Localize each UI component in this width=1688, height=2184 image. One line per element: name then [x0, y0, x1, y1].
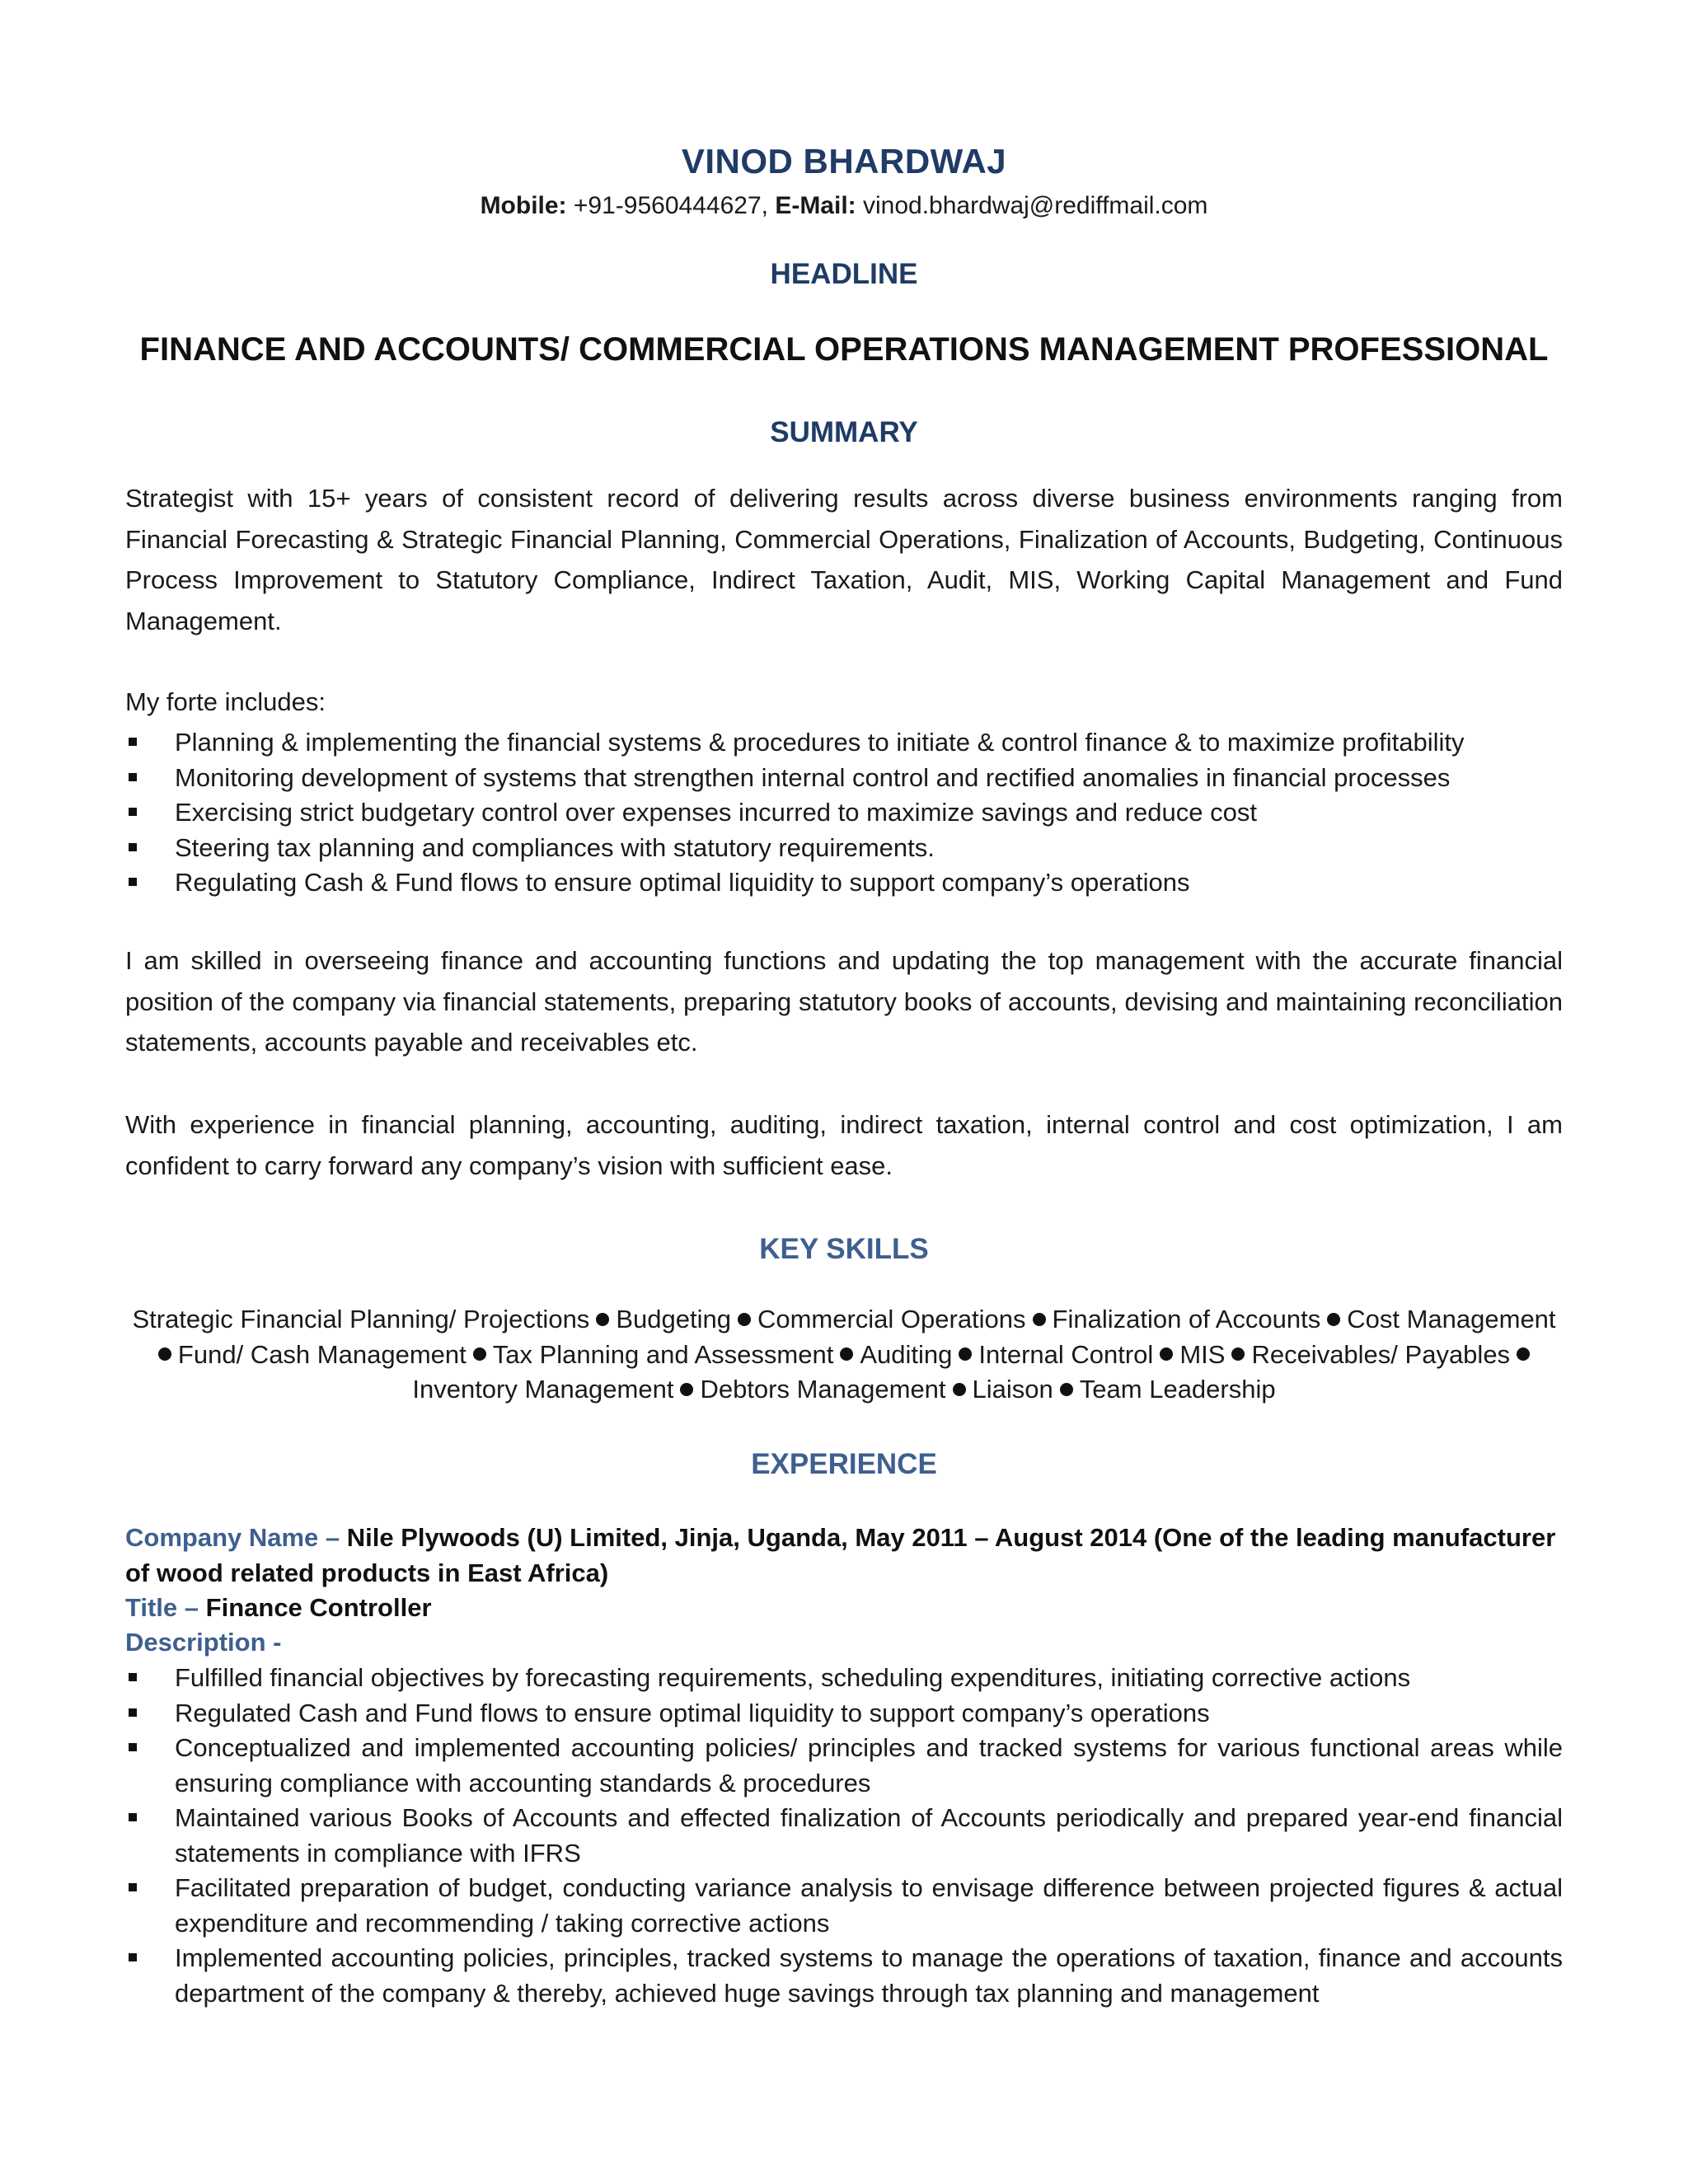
skill-item: Commercial Operations [757, 1305, 1026, 1333]
headline-text: FINANCE AND ACCOUNTS/ COMMERCIAL OPERATIONS MANAGEMENT PROFESSIONAL [139, 331, 1549, 368]
dot-separator-icon [473, 1347, 486, 1361]
list-item: Fulfilled financial objectives by forecasting requirements, scheduling expenditures, initiating corrective actions [125, 1661, 1563, 1696]
summary-paragraph-3: With experience in financial planning, accounting, auditing, indirect taxation, internal control and cost optimization, I am confident to carry forward any company’s vision with sufficient ease. [125, 1110, 1563, 1180]
skill-item: Tax Planning and Assessment [492, 1339, 834, 1369]
list-item: Exercising strict budgetary control over expenses incurred to maximize savings and reduce cost [125, 795, 1563, 831]
mobile-number: +91-9560444627, [573, 192, 768, 219]
title-label: Title – [125, 1593, 199, 1622]
email-address: vinod.bhardwaj@rediffmail.com [863, 192, 1208, 219]
experience-bullets [125, 1661, 1563, 2011]
square-bullet-icon [129, 1883, 137, 1891]
mobile-label: Mobile: [480, 192, 567, 219]
list-item: Regulating Cash & Fund flows to ensure optimal liquidity to support company’s operations [125, 865, 1563, 901]
square-bullet-icon [129, 808, 137, 816]
dot-separator-icon [1231, 1347, 1245, 1361]
list-item: Conceptualized and implemented accounting policies/ principles and tracked systems for various functional areas while ensuring compliance with accounting standards & procedures [125, 1731, 1563, 1801]
dot-separator-icon [1160, 1347, 1173, 1361]
dot-separator-icon [953, 1383, 966, 1396]
skill-item: Receivables/ Payables [1251, 1339, 1511, 1369]
dot-separator-icon [680, 1383, 693, 1396]
list-item: Regulated Cash and Fund flows to ensure optimal liquidity to support company’s operations [125, 1696, 1563, 1732]
square-bullet-icon [129, 1813, 137, 1821]
contact-line [125, 192, 1563, 220]
square-bullet-icon [129, 1708, 137, 1717]
dot-separator-icon [158, 1347, 171, 1361]
skill-item: MIS [1179, 1339, 1226, 1369]
skill-item: Team Leadership [1079, 1375, 1276, 1404]
forte-list [125, 725, 1563, 901]
company-name: Nile Plywoods (U) Limited, Jinja, Uganda, May 2011 – August 2014 (One of the leading manufacturer of wood related products in East Africa) [125, 1523, 1556, 1587]
dot-separator-icon [1327, 1313, 1340, 1326]
experience-heading: EXPERIENCE [751, 1448, 937, 1480]
skill-item: Fund/ Cash Management [177, 1339, 467, 1369]
square-bullet-icon [129, 878, 137, 886]
square-bullet-icon [129, 1673, 137, 1681]
skill-item: Strategic Financial Planning/ Projections [132, 1305, 590, 1333]
square-bullet-icon [129, 773, 137, 781]
headline-heading: HEADLINE [770, 258, 918, 290]
summary-heading: SUMMARY [770, 416, 918, 448]
list-item: Maintained various Books of Accounts and effected finalization of Accounts periodically and prepared year-end financial statements in compliance with IFRS [125, 1801, 1563, 1871]
dot-separator-icon [959, 1347, 972, 1361]
job-title: Finance Controller [205, 1593, 432, 1622]
dot-separator-icon [1517, 1347, 1530, 1361]
list-item: Steering tax planning and compliances with statutory requirements. [125, 831, 1563, 866]
company-label: Company Name – [125, 1523, 340, 1552]
skill-item: Debtors Management [700, 1375, 946, 1404]
skill-item: Liaison [972, 1375, 1053, 1404]
key-skills-list [125, 1302, 1563, 1408]
list-item: Implemented accounting policies, principles, tracked systems to manage the operations of taxation, finance and accounts department of the company & thereby, achieved huge savings through tax planning and management [125, 1941, 1563, 2011]
key-skills-heading: KEY SKILLS [759, 1233, 929, 1265]
square-bullet-icon [129, 1743, 137, 1751]
summary-paragraph-2: I am skilled in overseeing finance and accounting functions and updating the top management with the accurate financial position of the company via financial statements, preparing statutory books of accounts, devising and maintaining reconciliation statements, accounts payable and receivables etc. [125, 946, 1563, 1057]
list-item: Facilitated preparation of budget, conducting variance analysis to envisage difference between projected figures & actual expenditure and recommending / taking corrective actions [125, 1871, 1563, 1941]
dot-separator-icon [1033, 1313, 1046, 1326]
skill-item: Budgeting [616, 1305, 731, 1333]
skill-item: Inventory Management [412, 1375, 674, 1404]
square-bullet-icon [129, 1953, 137, 1961]
skill-item: Auditing [860, 1339, 953, 1369]
candidate-name: VINOD BHARDWAJ [681, 142, 1007, 180]
list-item: Planning & implementing the financial systems & procedures to initiate & control finance & to maximize profitability [125, 725, 1563, 761]
dot-separator-icon [596, 1313, 609, 1326]
square-bullet-icon [129, 843, 137, 851]
summary-intro: Strategist with 15+ years of consistent record of delivering results across diverse business environments ranging from Financial Forecasting & Strategic Financial Planning, Commercial Operations, Finalization of Accounts, Budgeting, Continuous Process Improvement to Statutory Compliance, Indirect Taxation, Audit, MIS, Working Capital Management and Fund Management. [125, 484, 1563, 635]
dot-separator-icon [738, 1313, 751, 1326]
title-line [125, 1591, 1563, 1626]
skill-item: Internal Control [978, 1339, 1154, 1369]
list-item: Monitoring development of systems that strengthen internal control and rectified anomalies in financial processes [125, 761, 1563, 796]
company-line [125, 1521, 1563, 1591]
square-bullet-icon [129, 738, 137, 746]
dot-separator-icon [1060, 1383, 1073, 1396]
forte-label: My forte includes: [125, 687, 326, 716]
description-label: Description - [125, 1628, 282, 1657]
dot-separator-icon [840, 1347, 853, 1361]
skill-item: Finalization of Accounts [1052, 1305, 1321, 1333]
email-label: E-Mail: [775, 192, 856, 219]
skill-item: Cost Management [1347, 1305, 1556, 1333]
